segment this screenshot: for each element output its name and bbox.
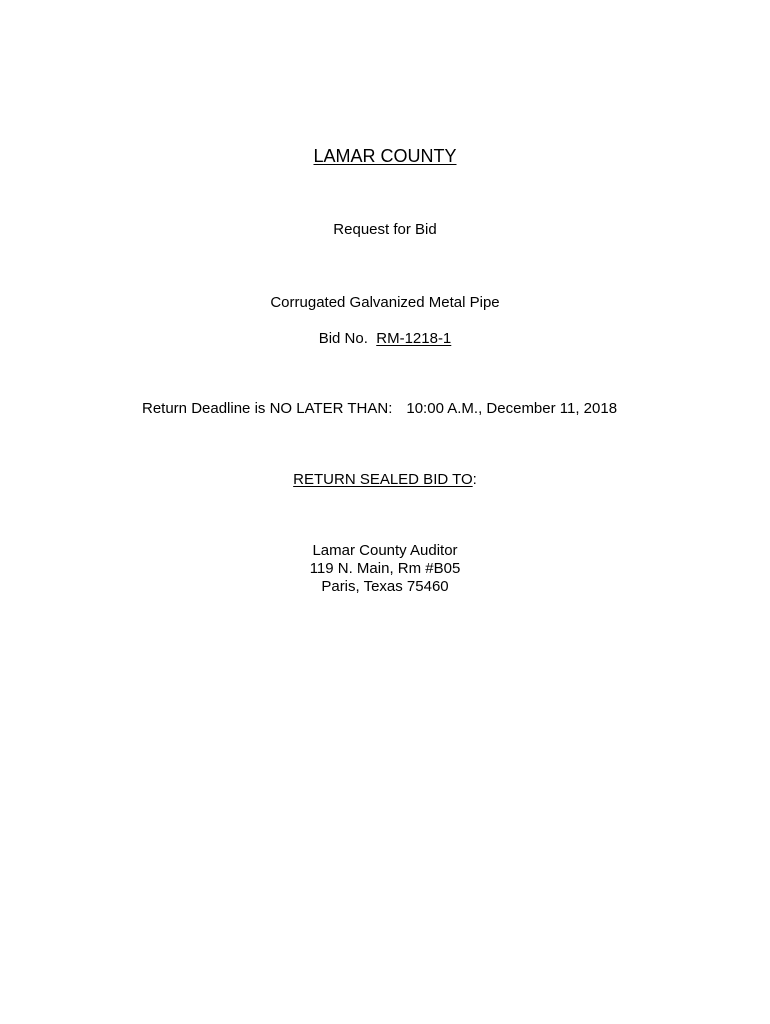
return-to-label: RETURN SEALED BID TO [293, 471, 473, 488]
address-line-2: 119 N. Main, Rm #B05 [309, 560, 461, 577]
deadline-line [142, 400, 617, 418]
bid-number: RM-1218-1 [376, 330, 452, 347]
county-name: LAMAR COUNTY [313, 146, 457, 166]
bid-number-label: Bid No. [318, 330, 368, 347]
address-line-3: Paris, Texas 75460 [321, 578, 449, 595]
return-to-heading [0, 471, 770, 489]
document-type: Request for Bid [333, 221, 437, 238]
county-title [0, 145, 770, 167]
bid-number-line [0, 330, 770, 348]
deadline-label: Return Deadline is NO LATER THAN: [142, 400, 393, 417]
address-line-1: Lamar County Auditor [312, 542, 458, 559]
deadline-value: 10:00 A.M., December 11, 2018 [406, 400, 618, 417]
return-to-colon: : [472, 471, 477, 488]
bid-item: Corrugated Galvanized Metal Pipe [270, 294, 500, 311]
